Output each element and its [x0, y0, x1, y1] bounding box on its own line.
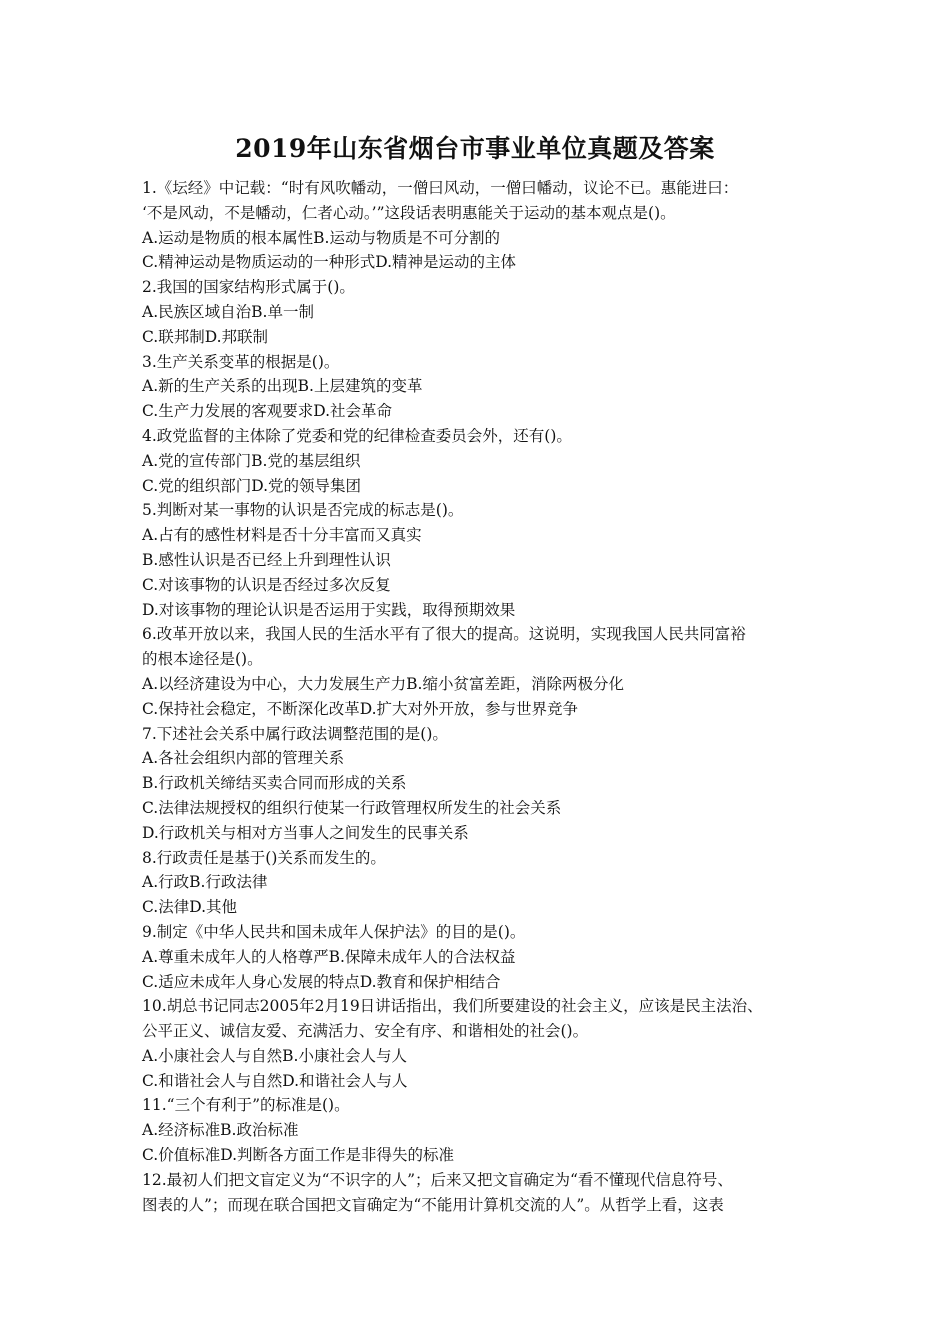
text-line: ‘不是风动，不是幡动，仁者心动。’”这段话表明惠能关于运动的基本观点是()。	[142, 203, 676, 222]
text-line: A.运动是物质的根本属性B.运动与物质是不可分割的	[142, 228, 500, 247]
text-line: A.新的生产关系的出现B.上层建筑的变革	[142, 377, 423, 396]
text-line: C.和谐社会人与自然D.和谐社会人与人	[142, 1071, 408, 1090]
text-line: C.价值标准D.判断各方面工作是非得失的标准	[142, 1146, 455, 1165]
text-line: 3.生产关系变革的根据是()。	[142, 352, 340, 371]
text-line: C.法律D.其他	[142, 898, 238, 917]
text-line: D.行政机关与相对方当事人之间发生的民事关系	[142, 823, 469, 842]
text-line: 5.判断对某一事物的认识是否完成的标志是()。	[142, 501, 464, 520]
text-line: 1.《坛经》中记载：“时有风吹幡动，一僧曰风动，一僧曰幡动，议论不已。惠能进曰：	[142, 179, 739, 197]
text-line: C.适应未成年人身心发展的特点D.教育和保护相结合	[142, 972, 501, 991]
text-line: 8.行政责任是基于()关系而发生的。	[142, 848, 386, 867]
document-body	[142, 176, 822, 1217]
text-line: 的根本途径是()。	[142, 650, 263, 669]
text-line: A.党的宣传部门B.党的基层组织	[142, 451, 361, 470]
text-line: C.联邦制D.邦联制	[142, 327, 269, 346]
text-line: C.生产力发展的客观要求D.社会革命	[142, 402, 393, 421]
text-line: 12.最初人们把文盲定义为“不识字的人”；后来又把文盲确定为“看不懂现代信息符号、	[142, 1170, 733, 1189]
text-line: 9.制定《中华人民共和国未成年人保护法》的目的是()。	[142, 922, 526, 941]
text-line: A.以经济建设为中心，大力发展生产力B.缩小贫富差距，消除两极分化	[142, 674, 624, 693]
text-line: B.感性认识是否已经上升到理性认识	[142, 550, 391, 569]
text-line: C.党的组织部门D.党的领导集团	[142, 476, 362, 495]
text-line: B.行政机关缔结买卖合同而形成的关系	[142, 774, 407, 793]
document-title: 2019年山东省烟台市事业单位真题及答案	[235, 134, 715, 163]
text-line: 4.政党监督的主体除了党委和党的纪律检查委员会外，还有()。	[142, 426, 572, 445]
text-line: A.行政B.行政法律	[142, 873, 268, 892]
text-line: C.对该事物的认识是否经过多次反复	[142, 575, 391, 594]
text-line: 2.我国的国家结构形式属于()。	[142, 278, 355, 297]
text-line: C.精神运动是物质运动的一种形式D.精神是运动的主体	[142, 253, 517, 272]
text-line: A.经济标准B.政治标准	[142, 1121, 299, 1140]
text-line: 公平正义、诚信友爱、充满活力、安全有序、和谐相处的社会()。	[142, 1022, 589, 1041]
text-line: A.小康社会人与自然B.小康社会人与人	[142, 1046, 407, 1065]
text-line: C.保持社会稳定，不断深化改革D.扩大对外开放，参与世界竞争	[142, 699, 579, 718]
text-line: A.各社会组织内部的管理关系	[142, 749, 345, 768]
text-line: C.法律法规授权的组织行使某一行政管理权所发生的社会关系	[142, 798, 562, 817]
text-line: 11.“三个有利于”的标准是()。	[142, 1096, 350, 1115]
text-line: A.占有的感性材料是否十分丰富而又真实	[142, 526, 422, 545]
text-line: 10.胡总书记同志2005年2月19日讲话指出，我们所要建设的社会主义，应该是民主法治、	[142, 997, 763, 1016]
text-line: 7.下述社会关系中属行政法调整范围的是()。	[142, 724, 448, 743]
text-line: A.民族区域自治B.单一制	[142, 302, 314, 321]
text-line: 图表的人”；而现在联合国把文盲确定为“不能用计算机交流的人”。从哲学上看，这表	[142, 1195, 724, 1214]
text-line: 6.改革开放以来，我国人民的生活水平有了很大的提高。这说明，实现我国人民共同富裕	[142, 625, 746, 644]
text-line: A.尊重未成年人的人格尊严B.保障未成年人的合法权益	[142, 947, 516, 966]
text-line: D.对该事物的理论认识是否运用于实践，取得预期效果	[142, 600, 516, 619]
